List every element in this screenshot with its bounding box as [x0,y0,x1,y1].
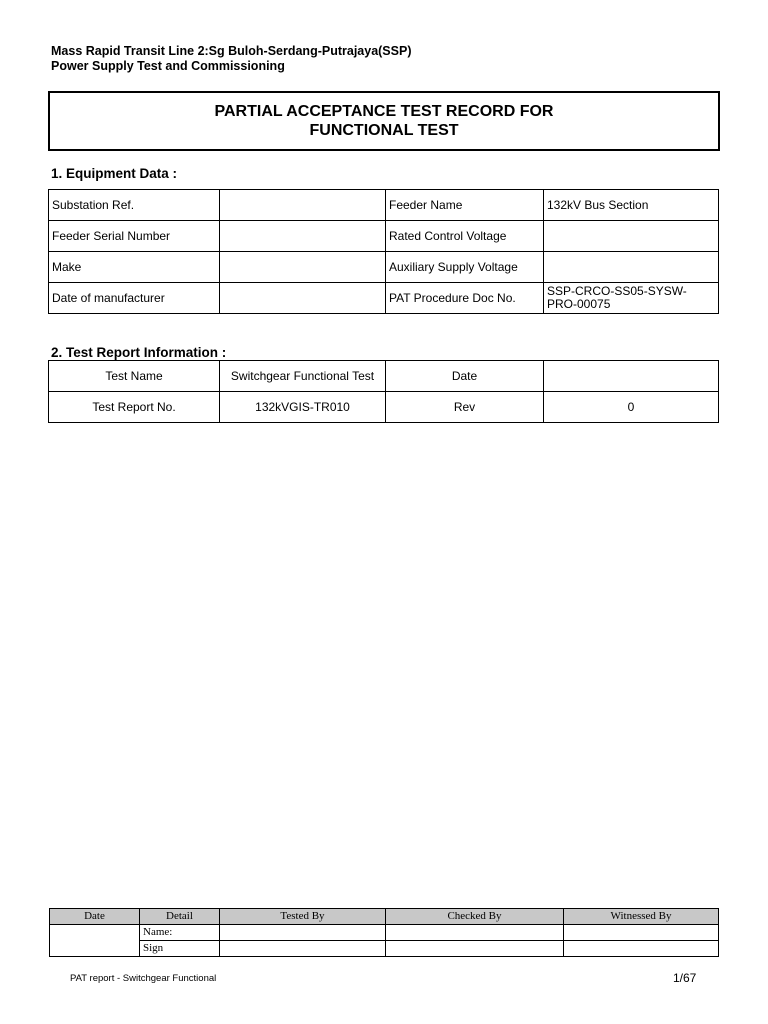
document-title-line2: FUNCTIONAL TEST [309,122,459,139]
equipment-value-field[interactable] [220,283,386,314]
signoff-header: Detail [140,909,220,925]
test-report-table [48,360,719,423]
tested-by-sign-field[interactable] [220,941,386,957]
test-report-label: Test Name [49,361,220,392]
test-report-label: Date [386,361,544,392]
test-report-value-field[interactable]: 132kVGIS-TR010 [220,392,386,423]
equipment-value-field[interactable] [544,221,719,252]
table-row [49,190,719,221]
checked-by-name-field[interactable] [386,925,564,941]
table-row [50,925,719,941]
test-report-value-field[interactable] [544,361,719,392]
equipment-label: PAT Procedure Doc No. [386,283,544,314]
document-title-line1: PARTIAL ACCEPTANCE TEST RECORD FOR [214,103,554,120]
project-title: Mass Rapid Transit Line 2:Sg Buloh-Serdang-Putrajaya(SSP) [51,44,412,58]
witnessed-by-name-field[interactable] [564,925,719,941]
test-report-value-field[interactable]: 0 [544,392,719,423]
signoff-header: Checked By [386,909,564,925]
equipment-value-field[interactable] [220,252,386,283]
equipment-label: Feeder Name [386,190,544,221]
test-report-label: Test Report No. [49,392,220,423]
test-report-value-field[interactable]: Switchgear Functional Test [220,361,386,392]
page-number: 1/67 [673,971,697,985]
equipment-data-table [48,189,719,314]
equipment-value-field[interactable] [220,190,386,221]
equipment-value-field[interactable]: 132kV Bus Section [544,190,719,221]
signoff-header: Tested By [220,909,386,925]
document-title-box [48,91,720,151]
table-row [49,361,719,392]
table-row [49,252,719,283]
test-report-label: Rev [386,392,544,423]
table-row [49,221,719,252]
test-report-section-heading: 2. Test Report Information : [51,345,227,360]
equipment-section-heading: 1. Equipment Data : [51,166,178,181]
signoff-header: Witnessed By [564,909,719,925]
equipment-label: Feeder Serial Number [49,221,220,252]
table-row [49,392,719,423]
table-row [50,909,719,925]
footer-document-name: PAT report - Switchgear Functional [70,973,217,984]
table-row [49,283,719,314]
checked-by-sign-field[interactable] [386,941,564,957]
equipment-label: Substation Ref. [49,190,220,221]
equipment-label: Rated Control Voltage [386,221,544,252]
equipment-value-field[interactable] [544,252,719,283]
signoff-header: Date [50,909,140,925]
signoff-row-label: Sign [140,941,220,957]
equipment-label: Make [49,252,220,283]
signoff-row-label: Name: [140,925,220,941]
signoff-table [49,908,719,957]
signoff-date-field[interactable] [50,925,140,957]
tested-by-name-field[interactable] [220,925,386,941]
equipment-value-field[interactable] [220,221,386,252]
equipment-value-field[interactable]: SSP-CRCO-SS05-SYSW-PRO-00075 [544,283,719,314]
project-subtitle: Power Supply Test and Commissioning [51,59,285,73]
equipment-label: Auxiliary Supply Voltage [386,252,544,283]
witnessed-by-sign-field[interactable] [564,941,719,957]
table-row [50,941,719,957]
equipment-label: Date of manufacturer [49,283,220,314]
